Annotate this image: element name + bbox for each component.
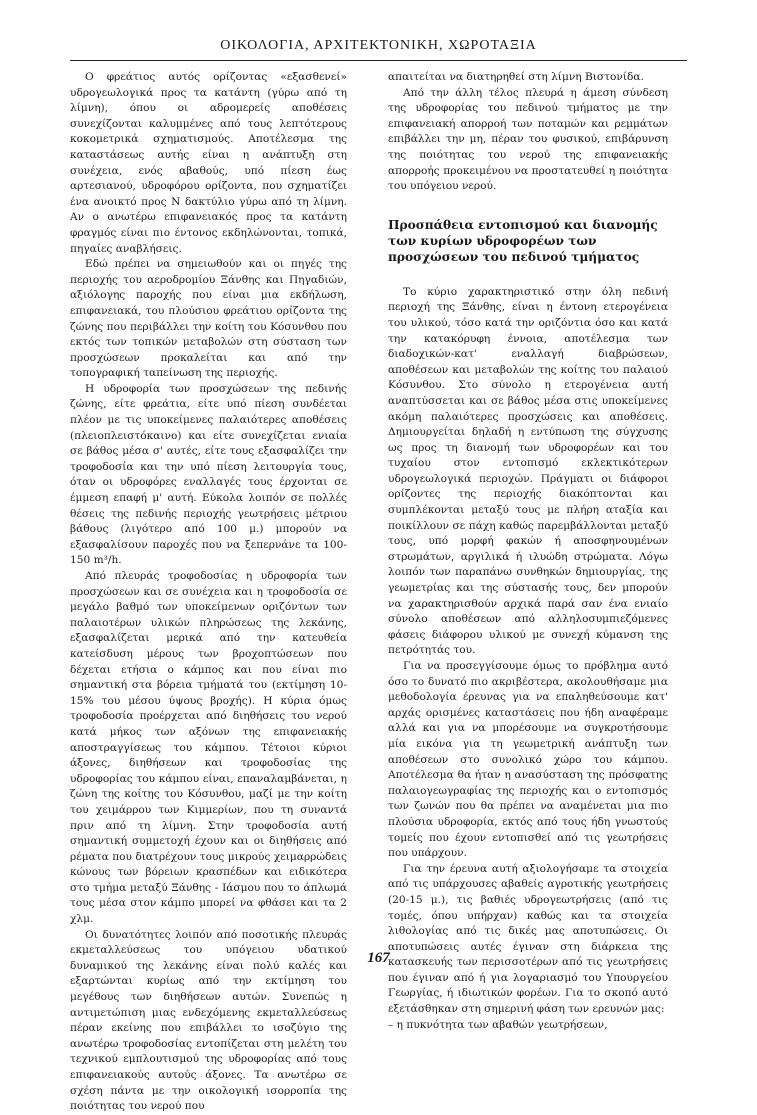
body-paragraph: απαιτείται να διατηρηθεί στη λίμνη Βιστονίδα.: [388, 71, 644, 83]
body-paragraph: Το κύριο χαρακτηριστικό στην όλη πεδινή περιοχή της Ξάνθης, είναι η έντονη ετερογένεια του υλικού, τόσο κατά την οριζόντια όσο και κατά την κατακόρυφη έννοια, αποτέλεσμα των διαδοχικών-κατ' εναλλαγή διαβρώσεων, αποθέσεων και μεταβολών της κοίτης του παλαιού Κόσυνθου. Στο σύνολο η ετερογένεια αυτή αναπτύσσεται και σε βάθος μέσα στις υποκείμενες ακόμη παλαιότερες προσχώσεις και αποθέσεις. Δημιουργείται δηλαδή η εντύπωση της σύγχυσης ως προς τη διανομή των υδροφορέων και του τυχαίου στον εντοπισμό εκλεκτικότερων υδρογεωλογικά περιοχών. Πράγματι οι διάφοροι ορίζοντες της περιοχής διακόπτονται και συμπλέκονται μεταξύ τους με πλήρη αταξία και ποικίλλουν σε πάχη καθώς παρεμβάλλονται μεταξύ τους, υπό μορφή φακών ή αποσφηνουμένων στρωμάτων, αργιλικά ή ιλυώδη στρώματα. Λόγω λοιπόν των παραπάνω συνθηκών δημιουργίας, της γεωμετρίας και της σύστασής τους, δεν μπορούν να χαρακτηρισθούν αρχικά παρά σαν ένα ενιαίο σύνολο αποθέσεων από αλληλοσυμπιεζόμενες φάσεις διάφορου υλικού με συνεχή κύμανση της πετρότητάς του.: [388, 285, 668, 657]
right-column: [388, 70, 668, 1033]
body-paragraph: Ο φρεάτιος αυτός ορίζοντας «εξασθενεί» υδρογεωλογικά προς τα κατάντη (γύρω από τη λίμνη), όπου οι αδρομερείς αποθέσεις συνεχίζονται καλυμμένες από τους λεπτότερους κοκομετρικά σχηματισμούς. Αποτέλεσμα της καταστάσεως αυτής είναι η ανάπτυξη στη συνέχεια, ενός αβαθούς, υπό πίεση έως αρτεσιανού, υδροφόρου ορίζοντα, που σχηματίζει ένα ανοικτό προς Ν δακτύλιο γύρω από τη λίμνη. Αν ο ανωτέρω επιφανειακός προς τα κατάντη φραγμός είναι πιο έντονος εκδηλώνονται, τοπικά, πηγαίες αναβλήσεις.: [70, 71, 347, 255]
body-paragraph: Για την έρευνα αυτή αξιολογήσαμε τα στοιχεία από τις υπάρχουσες αβαθείς αγροτικής γεωτρήσεις (20-15 μ.), τις βαθιές υδρογεωτρήσεις (από τις τομές, όπου υπήρχαν) καθώς και τα στοιχεία λιθολογίας από τις δικές μας αποτυπώσεις. Οι αποτυπώσεις αυτές έγιναν στη διάρκεια της κατασκευής των περισσοτέρων από τις γεωτρήσεις που έγιναν από ή για λογαριασμό του Υπουργείου Γεωργίας, ή ιδιωτικών φορέων. Για το σκοπό αυτό εξετάσθηκαν στη σημερινή φάση των ερευνών μας:: [388, 862, 668, 1016]
body-paragraph: Εδώ πρέπει να σημειωθούν και οι πηγές της περιοχής του αεροδρομίου Ξάνθης και Πηγαδιών, αξιόλογης παροχής που είναι μια εκδήλωση, επιφανειακά, του πλούσιου φρεάτιου ορίζοντα της ζώνης που περιβάλλει την κοίτη του Κόσυνθου που εκτός των τοπικών μεταβολών στη σύσταση των προσχώσεων προκαλείται και από την τοπογραφική ταπείνωση της περιοχής.: [70, 258, 347, 380]
body-paragraph: Για να προσεγγίσουμε όμως το πρόβλημα αυτό όσο το δυνατό πιο ακριβέστερα, ακολουθήσαμε μια μεθοδολογία έρευνας για να επαληθεύσουμε κατ' αρχάς ορισμένες καταστάσεις που ήδη αναφέραμε αλλά και για να μπορέσουμε να συγκροτήσουμε μία εικόνα για τη γεωμετρική ανάπτυξη των αποθέσεων στο συνολικό χώρο του κάμπου. Αποτέλεσμα θα ήταν η ανασύσταση της πρόσφατης παλαιογεωγραφίας της περιοχής και ο εντοπισμός των ζωνών που θα πρέπει να αναμένεται μια πιο πλούσια υδροφορία, εκτός από τους ήδη γνωστούς τομείς που έχουν εντοπισθεί από τις γεωτρήσεις που υπάρχουν.: [388, 660, 668, 860]
body-paragraph: Από την άλλη τέλος πλευρά η άμεση σύνδεση της υδροφορίας του πεδινού τμήματος με την επιφανειακή απορροή των ποταμών και ρεμμάτων επιβάλλει την μη, πέραν του φυσικού, επιβάρυνση της ποιότητας του νερού της επιφανειακής απορροής προκειμένου να προστατευθεί η ποιότητα του υπόγειου νερού.: [388, 86, 668, 193]
body-paragraph: Από πλευράς τροφοδοσίας η υδροφορία των προσχώσεων και σε συνέχεια και η τροφοδοσία σε μεγάλο βαθμό των υποκείμενων οριζόντων των παλαιοτέρων υλικών πληρώσεως της λεκάνης, εξασφαλίζεται μερικά από την κατευθεία κατείσδυση μέρους των βροχοπτώσεων που δέχεται ετήσια ο κάμπος και που είναι πιο σημαντική στα βόρεια τμήματά του (εκτίμηση 10-15% του μέσου ύψους βροχής). Η κύρια όμως τροφοδοσία προέρχεται από διηθήσεις του νερού κατά μήκος των αξόνων της επιφανειακής αποστραγγίσεως του κάμπου. Τέτοιοι κύριοι άξονες, διηθήσεων και τροφοδοσίας της υδροφορίας του κάμπου είναι, επαναλαμβάνεται, η ζώνη της κοίτης του Κόσυνθου, μαζί με την κοίτη του χειμάρρου των Κιμμερίων, που τη συναντά πριν από τη λίμνη. Στην τροφοδοσία αυτή σημαντική συμμετοχή έχουν και οι διηθήσεις από ρέματα που διατρέχουν τους μικρούς χειμαρρώδεις κώνους των βόρειων κρασπέδων και ειδικότερα στο τμήμα μεταξύ Ξάνθης - Ιάσμου που το άπλωμά τους μέσα στον κάμπο μπορεί να φθάσει και τα 2 χλμ.: [70, 570, 347, 926]
body-paragraph: Οι δυνατότητες λοιπόν από ποσοτικής πλευράς εκμεταλλεύσεως του υπόγειου υδατικού δυναμικού της λεκάνης είναι πολύ καλές και εξαρτώνται κυρίως από την εκτίμηση του μεγέθους των διηθήσεων αυτών. Συνεπώς η αντιμετώπιση μιας ενδεχόμενης εκμεταλλεύσεως πέραν εκείνης που επιβάλλει το ισοζύγιο της ανωτέρω τροφοδοσίας εντοπίζεται στη μελέτη του τεχνικού εμπλουτισμού της υδροφορίας από τους επιφανειακούς αυτούς άξονες. Τα ανωτέρω σε σχέση πάντα με την οικολογική ισορροπία της ποιότητας του νερού που: [70, 928, 347, 1113]
header-rule: [70, 60, 687, 61]
running-head-title: ΟΙΚΟΛΟΓΙΑ, ΑΡΧΙΤΕΚΤΟΝΙΚΗ, ΧΩΡΟΤΑΞΙΑ: [220, 38, 537, 53]
body-paragraph: Η υδροφορία των προσχώσεων της πεδινής ζώνης, είτε φρεάτια, είτε υπό πίεση συνδέεται πλέον με τις υποκείμενες παλαιότερες αποθέσεις (πλειοπλειστόκαινο) και είτε συνεχίζεται ενιαία σε βάθος μέσα σ' αυτές, είτε τους εξασφαλίζει την τροφοδοσία και την υπό πίεση λειτουργία τους, όταν οι υδροφόρες εναλλαγές τους έρχονται σε έμμεση επαφή μ' αυτή. Εύκολα λοιπόν σε πολλές θέσεις της πεδινής περιοχής γεωτρήσεις μέτριου βάθους (λιγότερο από 100 μ.) μπορούν να εξασφαλίσουν παροχές που να ξεπερνάνε τα 100-150 m³/h.: [70, 382, 347, 567]
section-heading: Προσπάθεια εντοπισμού και διανομής των κυρίων υδροφορέων των προσχώσεων του πεδινού τμήματος: [388, 217, 658, 264]
list-item: – η πυκνότητα των αβαθών γεωτρήσεων,: [388, 1018, 608, 1031]
page-number: 167: [367, 950, 390, 966]
